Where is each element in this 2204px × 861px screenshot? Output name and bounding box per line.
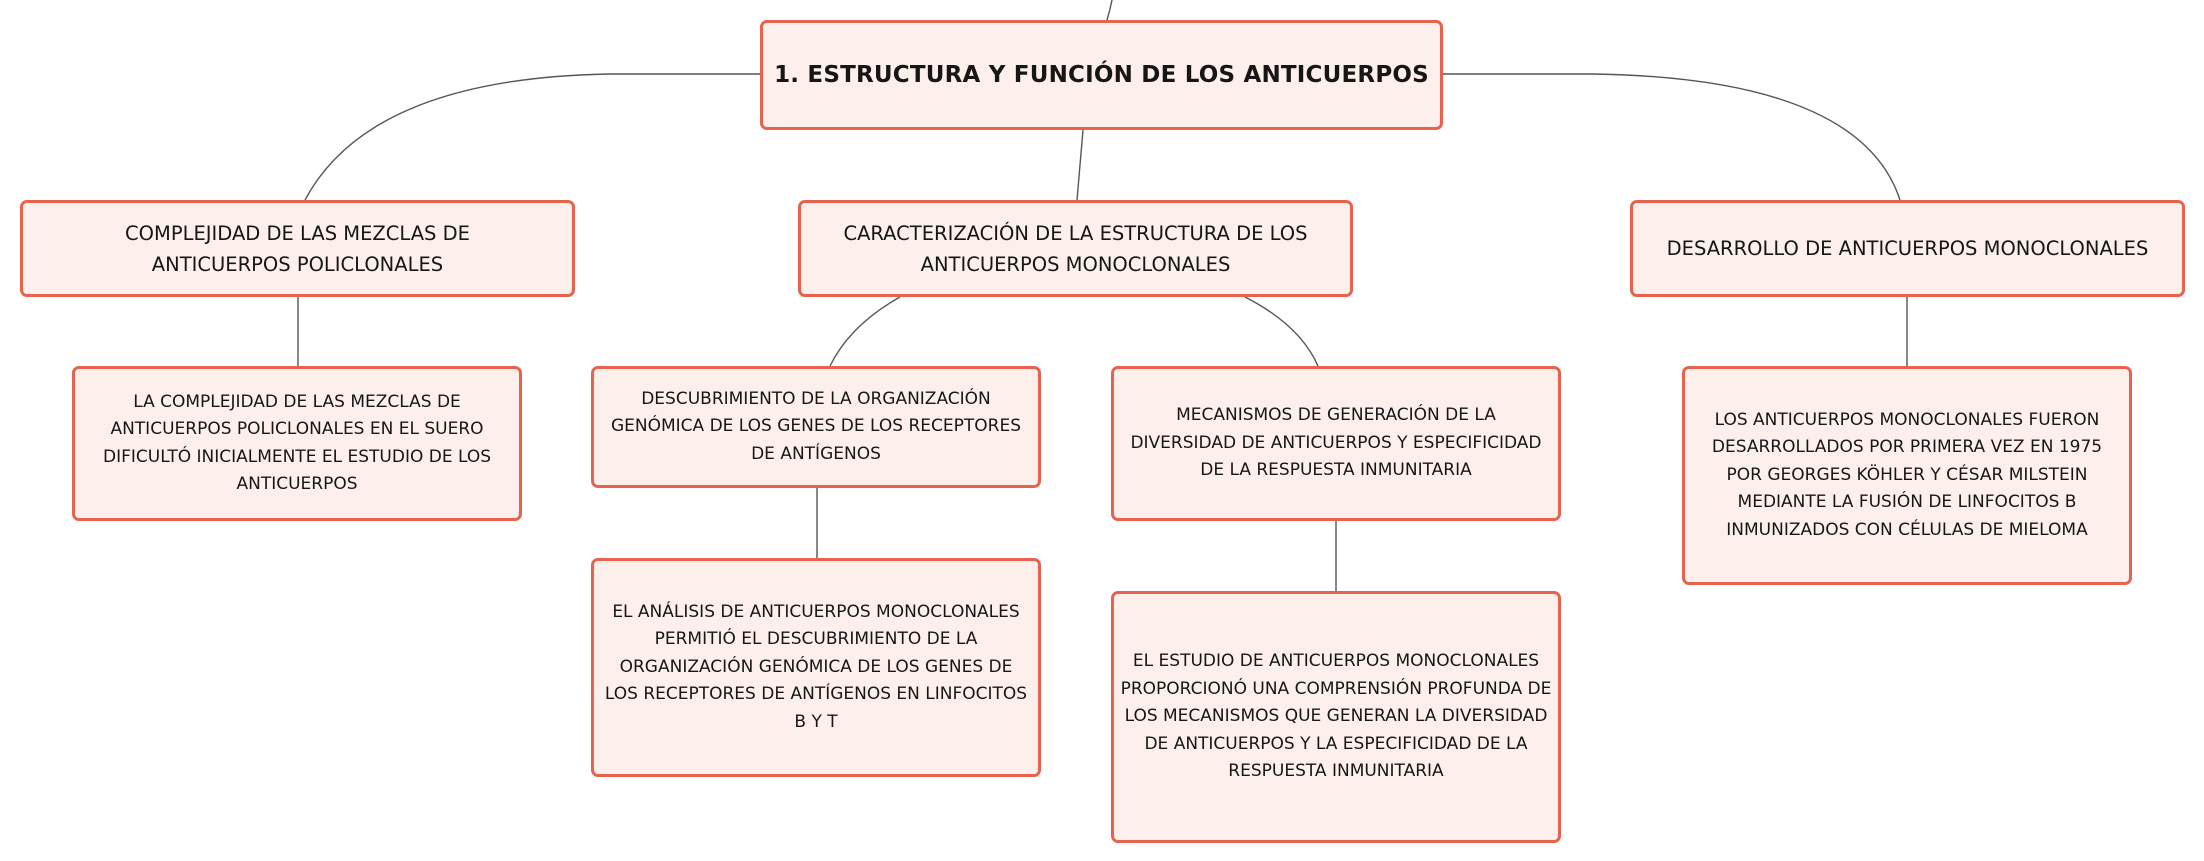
- connector-root-to-branch-structure: [1077, 130, 1083, 200]
- subtopic-label: LA COMPLEJIDAD DE LAS MEZCLAS DE ANTICUERPOS POLICLONALES EN EL SUERO DIFICULTÓ INICIALMENTE EL ESTUDIO DE LOS ANTICUERPOS: [102, 391, 492, 494]
- subtopic-label: LOS ANTICUERPOS MONOCLONALES FUERON DESARROLLADOS POR PRIMERA VEZ EN 1975 POR GEORGES KÖHLER Y CÉSAR MILSTEIN MEDIANTE LA FUSIÓN DE LINFOCITOS B INMUNIZADOS CON CÉLULAS DE MIELOMA: [1711, 409, 2103, 540]
- detail-diversity-study[interactable]: [1111, 591, 1561, 843]
- connector-parent-offscreen: [1107, 0, 1112, 20]
- detail-genomic-analysis[interactable]: [591, 558, 1041, 777]
- root-topic[interactable]: [760, 20, 1443, 130]
- topic-label: COMPLEJIDAD DE LAS MEZCLAS DE ANTICUERPOS POLICLONALES: [125, 221, 470, 276]
- connector-structure-to-genomic: [830, 297, 900, 366]
- topic-label: CARACTERIZACIÓN DE LA ESTRUCTURA DE LOS ANTICUERPOS MONOCLONALES: [843, 221, 1308, 276]
- connector-root-to-branch-development: [1443, 74, 1900, 200]
- subtopic-label: DESCUBRIMIENTO DE LA ORGANIZACIÓN GENÓMICA DE LOS GENES DE LOS RECEPTORES DE ANTÍGENOS: [610, 388, 1022, 464]
- detail-label: EL ESTUDIO DE ANTICUERPOS MONOCLONALES PROPORCIONÓ UNA COMPRENSIÓN PROFUNDA DE LOS MECANISMOS QUE GENERAN LA DIVERSIDAD DE ANTICUERPOS Y LA ESPECIFICIDAD DE LA RESPUESTA INMUNITARIA: [1120, 651, 1552, 782]
- subtopic-label: MECANISMOS DE GENERACIÓN DE LA DIVERSIDAD DE ANTICUERPOS Y ESPECIFICIDAD DE LA RESPUESTA INMUNITARIA: [1130, 405, 1542, 481]
- topic-polyclonal-complexity[interactable]: [20, 200, 575, 297]
- topic-monoclonal-development[interactable]: [1630, 200, 2185, 297]
- connector-root-to-branch-polyclonal: [305, 74, 760, 200]
- detail-label: EL ANÁLISIS DE ANTICUERPOS MONOCLONALES PERMITIÓ EL DESCUBRIMIENTO DE LA ORGANIZACIÓN GENÓMICA DE LOS GENES DE LOS RECEPTORES DE ANTÍGENOS EN LINFOCITOS B Y T: [604, 601, 1028, 732]
- root-topic-label: 1. ESTRUCTURA Y FUNCIÓN DE LOS ANTICUERPOS: [774, 62, 1429, 88]
- subtopic-polyclonal-serum-detail[interactable]: [72, 366, 522, 521]
- topic-label: DESARROLLO DE ANTICUERPOS MONOCLONALES: [1666, 237, 2149, 260]
- topic-monoclonal-structure[interactable]: [798, 200, 1353, 297]
- subtopic-diversity-mechanisms[interactable]: [1111, 366, 1561, 521]
- subtopic-kohler-milstein[interactable]: [1682, 366, 2132, 585]
- connector-structure-to-mechanisms: [1245, 297, 1318, 366]
- subtopic-genomic-organization[interactable]: [591, 366, 1041, 488]
